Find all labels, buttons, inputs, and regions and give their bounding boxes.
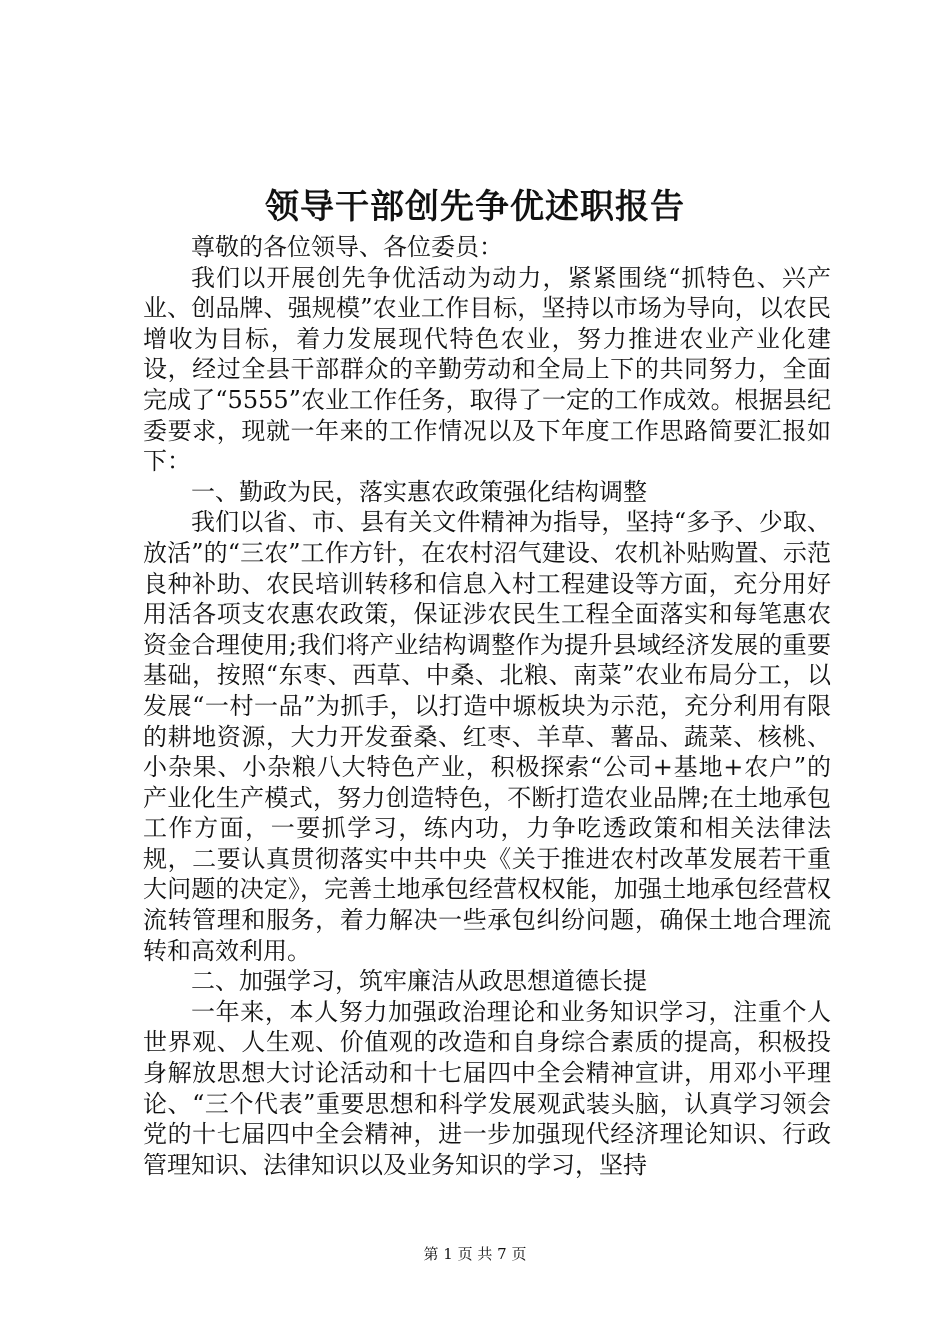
body-paragraph: 我们以省、市、县有关文件精神为指导，坚持“多予、少取、放活”的“三农”工作方针，在农村沼气建设、农机补贴购置、示范良种补助、农民培训转移和信息入村工程建设等方面，充分用好用活各项支农惠农政策，保证涉农民生工程全面落实和每笔惠农资金合理使用;我们将产业结构调整作为提升县域经济发展的重要基础，按照“东枣、西草、中桑、北粮、南菜”农业布局分工，以发展“一村一品”为抓手，以打造中塬板块为示范，充分利用有限的耕地资源，大力开发蚕桑、红枣、羊草、薯品、蔬菜、核桃、小杂果、小杂粮八大特色产业，积极探索“公司+基地+农户”的产业化生产模式，努力创造特色，不断打造农业品牌;在土地承包工作方面，一要抓学习，练内功，力争吃透政策和相关法律法规，二要认真贯彻落实中共中央《关于推进农村改革发展若干重大问题的决定》，完善土地承包经营权权能，加强土地承包经营权流转管理和服务，着力解决一些承包纠纷问题，确保土地合理流转和高效利用。: [143, 508, 831, 965]
section-heading: 二、加强学习，筑牢廉洁从政思想道德长提: [191, 967, 647, 996]
body-paragraph: 我们以开展创先争优活动为动力，紧紧围绕“抓特色、兴产业、创品牌、强规模”农业工作目标，坚持以市场为导向，以农民增收为目标，着力发展现代特色农业，努力推进农业产业化建设，经过全县干部群众的辛勤劳动和全局上下的共同努力，全面完成了“5555”农业工作任务，取得了一定的工作成效。根据县纪委要求，现就一年来的工作情况以及下年度工作思路简要汇报如下：: [143, 263, 831, 476]
document-title: 领导干部创先争优述职报告: [265, 187, 685, 227]
body-paragraph: 一年来，本人努力加强政治理论和业务知识学习，注重个人世界观、人生观、价值观的改造和自身综合素质的提高，积极投身解放思想大讨论活动和十七届四中全会精神宣讲，用邓小平理论、“三个代表”重要思想和科学发展观武装头脑，认真学习领会党的十七届四中全会精神，进一步加强现代经济理论知识、行政管理知识、法律知识以及业务知识的学习，坚持: [143, 997, 831, 1179]
page-footer: 第 1 页 共 7 页: [423, 1245, 527, 1263]
salutation-paragraph: 尊敬的各位领导、各位委员：: [191, 233, 503, 261]
section-heading: 一、勤政为民，落实惠农政策强化结构调整: [191, 477, 647, 506]
document-body: [143, 232, 831, 1180]
